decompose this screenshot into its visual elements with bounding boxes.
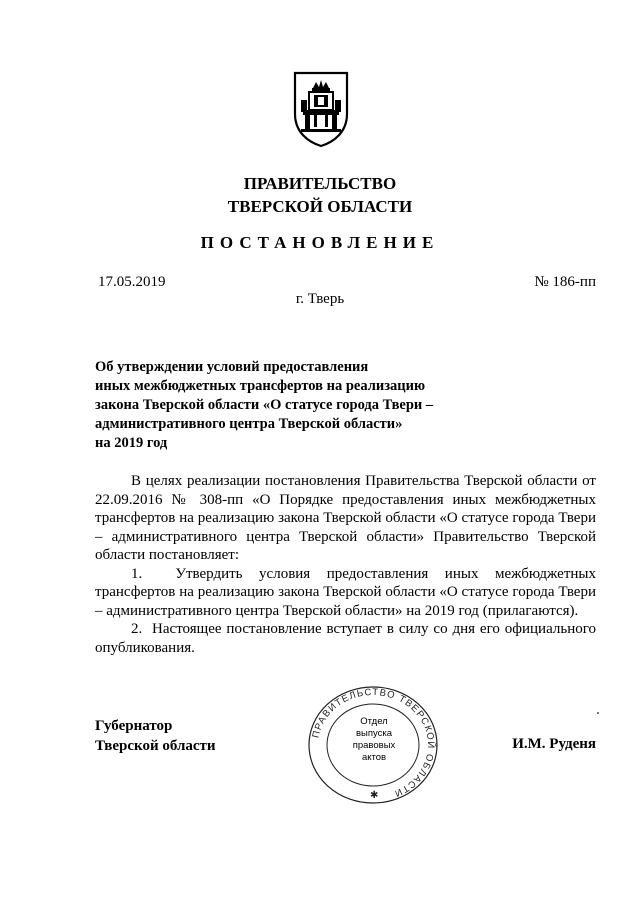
- signatory-name: И.М. Руденя: [512, 736, 596, 752]
- document-subject: [95, 358, 495, 453]
- signatory-position-line1: Губернатор: [95, 718, 173, 734]
- document-number: № 186-пп: [534, 274, 596, 290]
- stamp-ring-text: ПРАВИТЕЛЬСТВО ТВЕРСКОЙ ОБЛАСТИ: [310, 686, 437, 799]
- body-paragraph-preamble: В целях реализации постановления Правительства Тверской области от 22.09.2016 № 308-пп «О Порядке предоставления иных межбюджетных трансфертов на реализацию закона Тверской области «О статусе города Твери – административного центра Тверской области» Правительство Тверской области постановляет:: [95, 473, 596, 563]
- org-name-line2: ТВЕРСКОЙ ОБЛАСТИ: [227, 197, 413, 216]
- subject-line: Об утверждении условий предоставления: [95, 359, 369, 375]
- tver-coat-of-arms-icon: [292, 70, 350, 148]
- body-paragraph-item-1: 1. Утвердить условия предоставления иных межбюджетных трансфертов на реализацию закона Тверской области «О статусе города Твери – административного центра Тверской области» на 2019 год (прилагаются).: [95, 565, 596, 619]
- stamp-inner-text: [338, 716, 410, 774]
- scan-speck: [597, 712, 599, 714]
- document-body: [95, 472, 596, 657]
- stamp-inner-line: актов: [361, 752, 387, 763]
- subject-line: иных межбюджетных трансфертов на реализацию: [95, 378, 426, 394]
- signatory-position: [95, 716, 216, 756]
- org-name-line1: ПРАВИТЕЛЬСТВО: [243, 174, 397, 193]
- stamp-inner-line: Отдел: [360, 716, 388, 727]
- stamp-inner-line: правовых: [352, 740, 396, 751]
- document-city: г. Тверь: [295, 291, 345, 307]
- subject-line: закона Тверской области «О статусе города Твери –: [95, 397, 434, 413]
- subject-line: на 2019 год: [95, 435, 168, 451]
- body-paragraph-item-2: 2. Настоящее постановление вступает в силу со дня его официального опубликования.: [95, 621, 596, 656]
- signatory-position-line2: Тверской области: [95, 738, 216, 754]
- stamp-star-icon: ✱: [370, 790, 379, 801]
- stamp-inner-line: выпуска: [355, 728, 393, 739]
- document-type: ПОСТАНОВЛЕНИЕ: [200, 233, 440, 252]
- subject-line: административного центра Тверской области»: [95, 416, 403, 432]
- document-date: 17.05.2019: [98, 274, 166, 290]
